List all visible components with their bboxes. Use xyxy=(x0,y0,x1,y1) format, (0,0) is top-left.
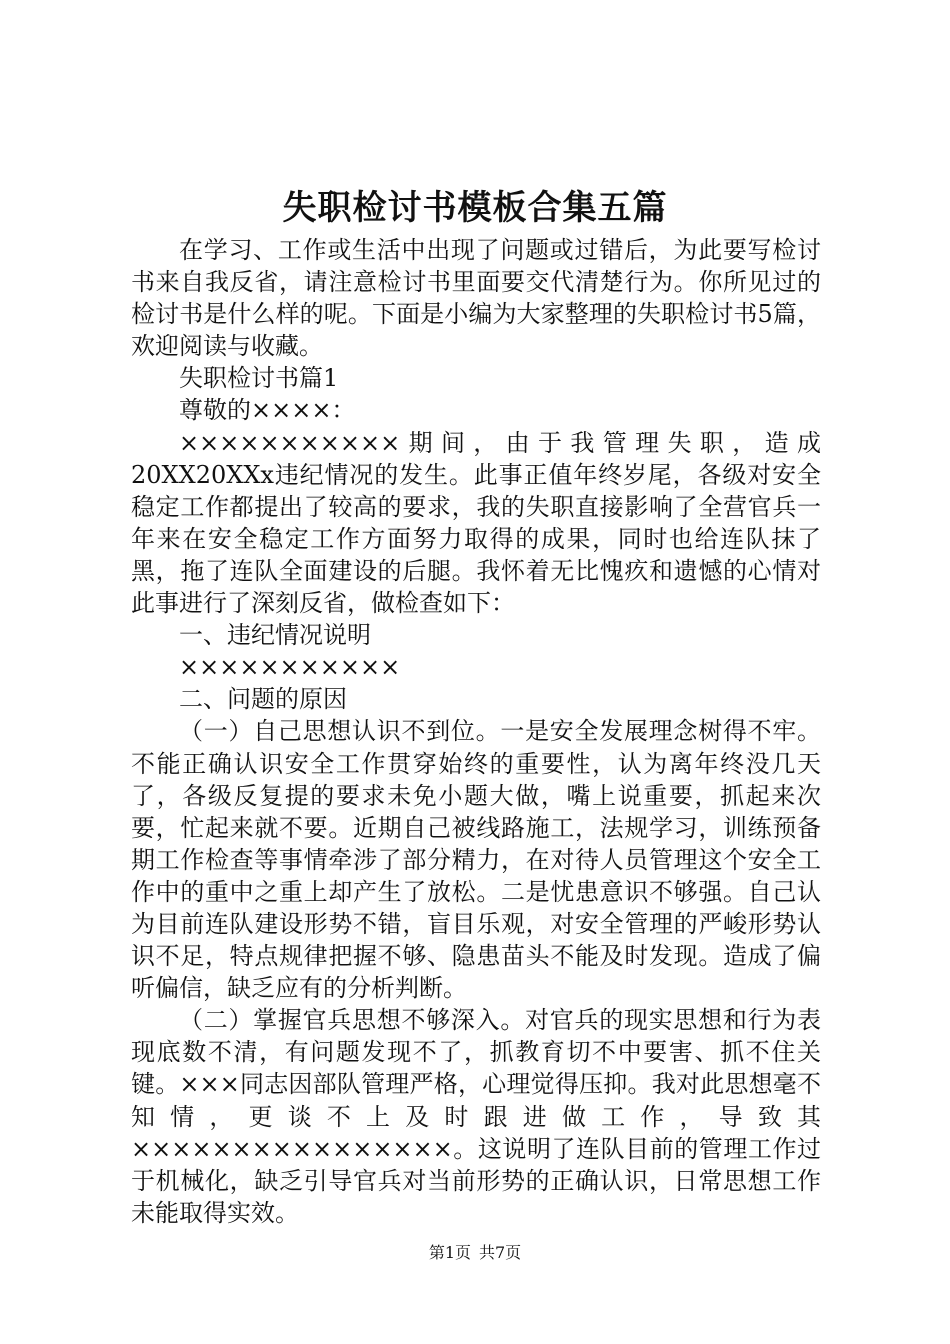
subsection-heading: 二、问题的原因 xyxy=(179,685,347,714)
document-title: 失职检讨书模板合集五篇 xyxy=(282,188,668,228)
salutation: 尊敬的××××： xyxy=(179,396,356,425)
section-heading: 失职检讨书篇1 xyxy=(179,364,339,393)
body-paragraph: （二）掌握官兵思想不够深入。对官兵的现实思想和行为表现底数不清，有问题发现不了，抓教育切不中要害、抓不住关键。×××同志因部队管理严格，心理觉得压抑。我对此思想毫不知情，更谈不上及时跟进做工作，导致其××××××××××××××××。这说明了连队目前的管理工作过于机械化，缺乏引导官兵对当前形势的正确认识，日常思想工作未能取得实效。 xyxy=(131,1006,821,1227)
redacted-line: ××××××××××× xyxy=(179,653,401,682)
page-footer xyxy=(0,1242,950,1264)
body-paragraph: ×××××××××××期间，由于我管理失职，造成20XX20XXx违纪情况的发生。此事正值年终岁尾，各级对安全稳定工作都提出了较高的要求，我的失职直接影响了全营官兵一年来在安全稳定工作方面努力取得的成果，同时也给连队抹了黑，拖了连队全面建设的后腿。我怀着无比愧疚和遗憾的心情对此事进行了深刻反省，做检查如下： xyxy=(131,428,821,618)
page-total: 共7页 xyxy=(479,1243,522,1262)
body-paragraph: （一）自己思想认识不到位。一是安全发展理念树得不牢。不能正确认识安全工作贯穿始终的重要性，认为离年终没几天了，各级反复提的要求未免小题大做，嘴上说重要，抓起来次要，忙起来就不要。近期自己被线路施工，法规学习，训练预备期工作检查等事情牵涉了部分精力，在对待人员管理这个安全工作中的重中之重上却产生了放松。二是忧患意识不够强。自己认为目前连队建设形势不错，盲目乐观，对安全管理的严峻形势认识不足，特点规律把握不够、隐患苗头不能及时发现。造成了偏听偏信，缺乏应有的分析判断。 xyxy=(131,717,821,1003)
page-number: 第1页 xyxy=(428,1243,471,1262)
document-body xyxy=(131,234,821,1229)
subsection-heading: 一、违纪情况说明 xyxy=(179,621,371,650)
intro-paragraph: 在学习、工作或生活中出现了问题或过错后，为此要写检讨书来自我反省，请注意检讨书里面要交代清楚行为。你所见过的检讨书是什么样的呢。下面是小编为大家整理的失职检讨书5篇，欢迎阅读与收藏。 xyxy=(131,236,821,361)
